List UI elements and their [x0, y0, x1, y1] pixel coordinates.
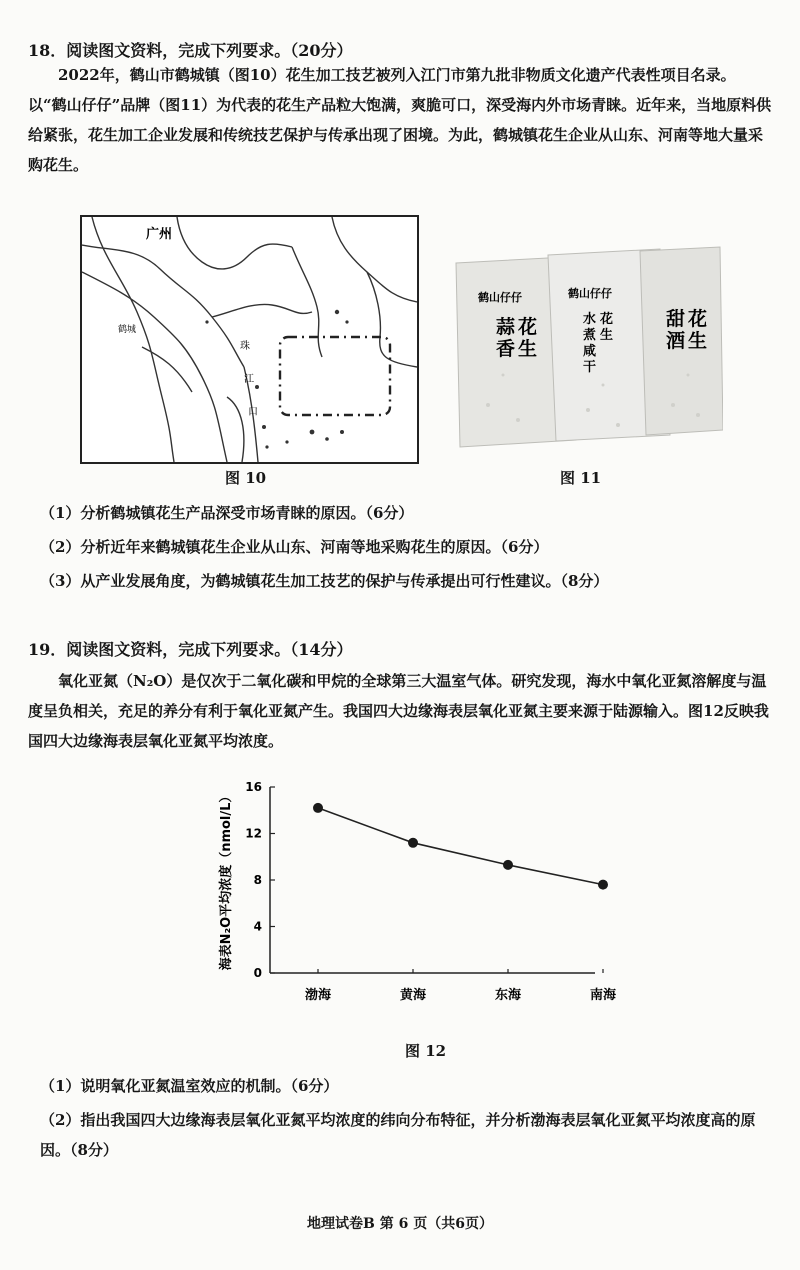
- label-jiang: 江: [244, 374, 254, 385]
- bag2-char-1: 水: [583, 312, 597, 327]
- y-tick-label: 4: [253, 919, 262, 934]
- y-tick-label: 12: [245, 826, 262, 841]
- q19-paragraph: 氧化亚氮（N₂O）是仅次于二氧化碳和甲烷的全球第三大温室气体。研究发现，海水中氧化亚氮溶解度与温度呈负相关，充足的养分有利于氧化亚氮产生。我国四大边缘海表层氧化亚氮主要来源于陆源输入。图12反映我国四大边缘海表层氧化亚氮平均浓度。: [28, 672, 769, 750]
- product-bags: [448, 225, 723, 450]
- q18-item-2: （2）分析近年来鹤城镇花生企业从山东、河南等地采购花生的原因。（6分）: [40, 538, 549, 556]
- bag3-char-2: 酒: [666, 330, 686, 352]
- q18-paragraph: 2022年，鹤山市鹤城镇（图10）花生加工技艺被列入江门市第九批非物质文化遗产代表性项目名录。以“鹤山仔仔”品牌（图11）为代表的花生产品粒大饱满，爽脆可口，深受海内外市场青睐。近年来，当地原料供给紧张，花生加工企业发展和传统技艺保护与传承出现了困境。为此，鹤城镇花生企业从山东、河南等地大量采购花生。: [28, 66, 772, 174]
- bag1-brand: 鹤山仔仔: [478, 291, 522, 304]
- bag2-char-6: 生: [600, 328, 614, 343]
- bag1-char-4: 生: [518, 338, 538, 360]
- data-point: [503, 860, 513, 870]
- bag3-char-3: 花: [688, 308, 708, 330]
- q18-item-1: （1）分析鹤城镇花生产品深受市场青睐的原因。（6分）: [40, 504, 414, 522]
- x-tick-label: 南海: [589, 988, 617, 1003]
- photo-figure-11: [448, 225, 723, 450]
- caption-figure-11: 图 11: [560, 469, 602, 487]
- data-point: [598, 880, 608, 890]
- x-tick-label: 黄海: [399, 988, 427, 1003]
- bag3-char-4: 生: [688, 330, 708, 352]
- data-point: [408, 838, 418, 848]
- q19-item-2: （2）指出我国四大边缘海表层氧化亚氮平均浓度的纬向分布特征，并分析渤海表层氧化亚氮平均浓度高的原因。（8分）: [40, 1111, 756, 1159]
- y-tick-label: 16: [245, 780, 262, 794]
- label-kou: 口: [248, 407, 258, 418]
- page-footer: 地理试卷B 第 6 页（共6页）: [307, 1216, 493, 1232]
- bag1-char-1: 蒜: [496, 316, 516, 338]
- bag2-char-2: 煮: [583, 328, 597, 343]
- caption-figure-12: 图 12: [405, 1042, 447, 1060]
- dashed-sea-region: [280, 337, 390, 415]
- x-tick-label: 渤海: [304, 988, 332, 1003]
- figure-12-chart: [200, 775, 620, 1035]
- y-tick-label: 0: [253, 966, 262, 980]
- bag2-char-5: 花: [600, 312, 614, 327]
- series-line: [318, 808, 603, 885]
- map-drawing: [82, 217, 417, 462]
- x-tick-label: 东海: [494, 988, 522, 1003]
- bag2-char-3: 咸: [583, 344, 597, 359]
- q18-item-3: （3）从产业发展角度，为鹤城镇花生加工技艺的保护与传承提出可行性建议。（8分）: [40, 572, 609, 590]
- y-axis-label: 海表N₂O平均浓度（nmol/L）: [219, 789, 234, 971]
- bag1-char-2: 香: [496, 338, 516, 360]
- map-figure-10: [80, 215, 419, 464]
- label-zhu: 珠: [240, 341, 250, 352]
- q19-item-1: （1）说明氧化亚氮温室效应的机制。（6分）: [40, 1077, 339, 1095]
- label-guangzhou: 广州: [146, 227, 173, 242]
- label-hecheng: 鹤城: [118, 325, 137, 335]
- bag3-char-1: 甜: [666, 308, 686, 330]
- q19-title: 19．阅读图文资料，完成下列要求。（14分）: [28, 640, 353, 659]
- bag1-char-3: 花: [518, 316, 538, 338]
- bag2-brand: 鹤山仔仔: [568, 287, 612, 300]
- bag2-char-4: 干: [583, 360, 597, 375]
- y-tick-label: 8: [253, 873, 262, 887]
- q18-title: 18．阅读图文资料，完成下列要求。（20分）: [28, 41, 353, 60]
- data-point: [313, 803, 323, 813]
- caption-figure-10: 图 10: [225, 469, 267, 487]
